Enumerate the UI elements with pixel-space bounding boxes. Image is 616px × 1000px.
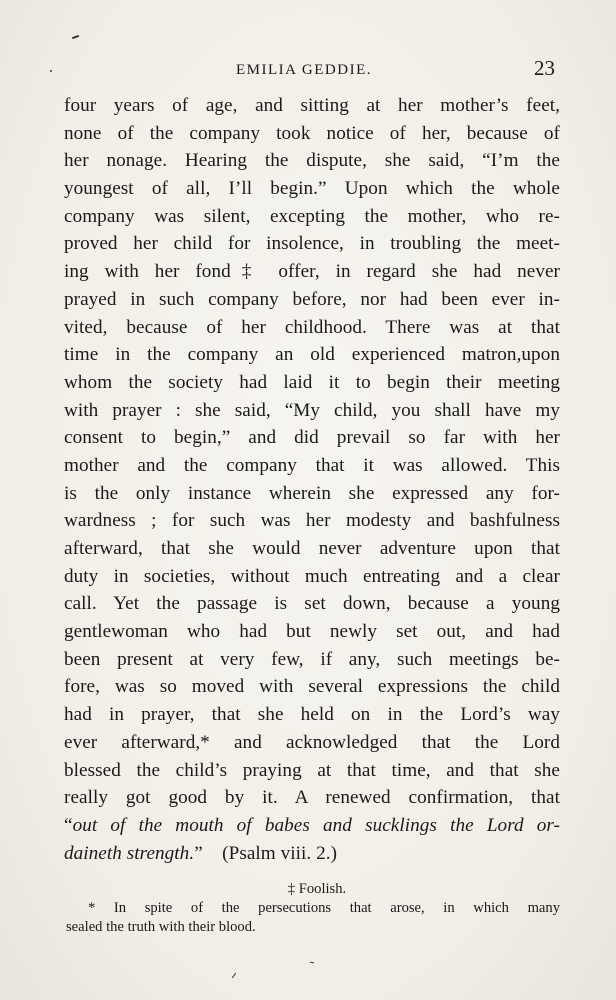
scripture-quote-italic: out of the mouth of babes and sucklings the Lord or- <box>72 814 560 836</box>
open-quote: “ <box>64 814 73 836</box>
text-line: four years of age, and sitting at her mother’s feet, <box>64 95 560 116</box>
footnote-dagger: ‡ Foolish. <box>287 881 347 897</box>
text-line: had in prayer, that she held on in the Lord’s way <box>64 704 560 726</box>
text-line: with prayer : she said, “My child, you shall have my <box>64 399 560 421</box>
print-speck <box>232 973 236 978</box>
text-line: time in the company an old experienced matron,upon <box>64 344 560 366</box>
running-head <box>0 54 616 84</box>
text-line: youngest of all, I’ll begin.” Upon which the whole <box>64 178 560 200</box>
text-line: prayed in such company before, nor had been ever in- <box>64 288 560 310</box>
body-text <box>64 92 560 867</box>
text-line: call. Yet the passage is set down, because a young <box>64 593 560 615</box>
footnote-star-continued: sealed the truth with their blood. <box>66 919 256 935</box>
text-line: whom the society had laid it to begin their meeting <box>64 371 560 393</box>
text-line: company was silent, excepting the mother, who re- <box>64 205 560 227</box>
text-line: duty in societies, without much entreating and a clear <box>64 565 560 587</box>
text-line: none of the company took notice of her, because of <box>64 122 560 144</box>
text-line: fore, was so moved with several expressions the child <box>64 676 560 698</box>
text-line: ever afterward,* and acknowledged that the Lord <box>64 731 560 753</box>
scripture-quote-line <box>64 812 560 840</box>
close-quote: ” <box>194 842 203 864</box>
text-line: ing with her fond‡ offer, in regard she had never <box>64 261 560 283</box>
text-line: afterward, that she would never adventure upon that <box>64 538 560 559</box>
text-line: is the only instance wherein she expressed any for- <box>64 482 560 504</box>
text-line: mother and the company that it was allowed. This <box>64 454 560 476</box>
scripture-reference: (Psalm viii. 2.) <box>222 842 338 864</box>
text-line: wardness ; for such was her modesty and bashfulness <box>64 510 560 532</box>
print-speck <box>310 962 314 964</box>
text-line: blessed the child’s praying at that time, and that she <box>64 759 560 781</box>
print-speck <box>72 35 79 39</box>
running-title: EMILIA GEDDIE. <box>236 62 372 78</box>
text-line: gentlewoman who had but newly set out, and had <box>64 621 560 643</box>
scripture-quote-italic: daineth strength. <box>64 842 195 864</box>
text-line: vited, because of her childhood. There was at that <box>64 316 560 338</box>
text-line: her nonage. Hearing the dispute, she said, “I’m the <box>64 150 560 172</box>
print-speck <box>50 70 52 72</box>
text-line: been present at very few, if any, such meetings be- <box>64 648 560 670</box>
text-line: proved her child for insolence, in troubling the meet- <box>64 233 560 255</box>
footnote-star: * In spite of the persecutions that arose, in which many <box>88 900 560 916</box>
page-number: 23 <box>534 56 555 80</box>
text-line: really got good by it. A renewed confirmation, that <box>64 787 560 809</box>
scripture-quote-line <box>64 840 560 868</box>
footnotes <box>66 880 560 937</box>
text-line: consent to begin,” and did prevail so far with her <box>64 427 560 449</box>
